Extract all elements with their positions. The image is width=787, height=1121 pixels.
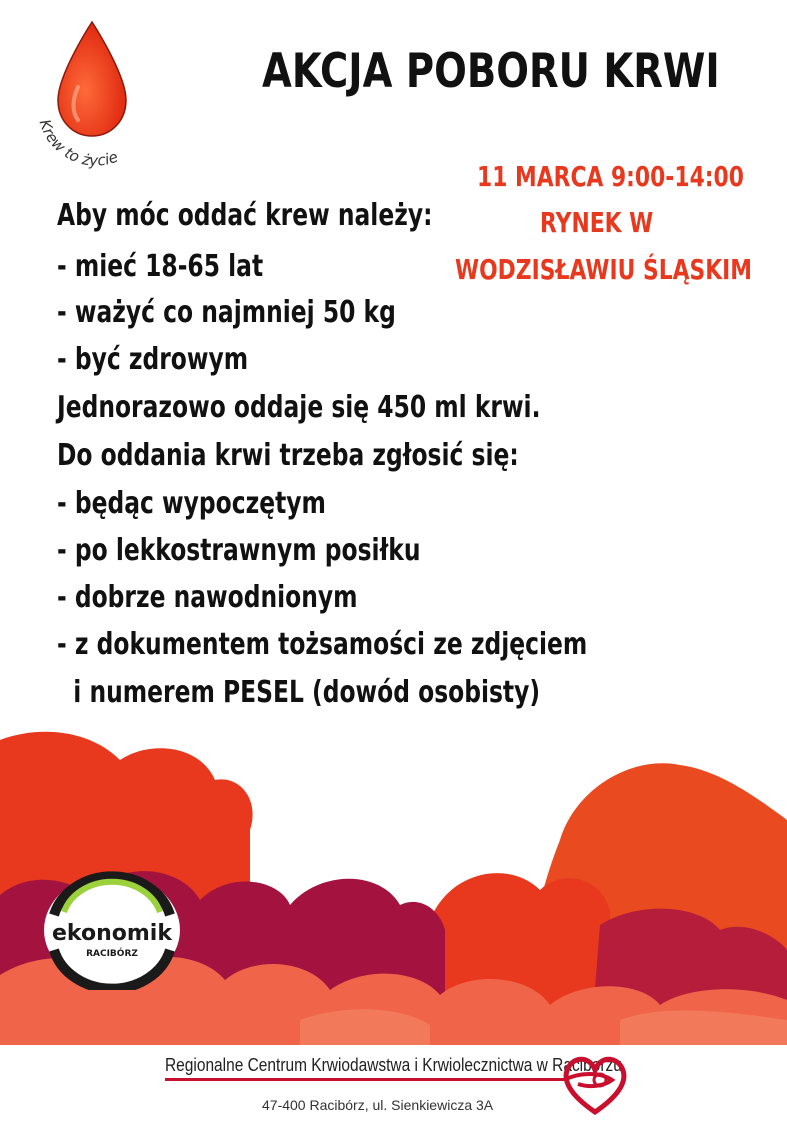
organization-name: Regionalne Centrum Krwiodawstwa i Krwiolecznictwa w Raciborzu <box>165 1055 622 1075</box>
footer-divider <box>165 1078 565 1081</box>
requirements-heading: Aby móc oddać krew należy: <box>57 198 433 233</box>
page-title: AKCJA POBORU KRWI <box>262 44 720 99</box>
prep-item: i numerem PESEL (dowód osobisty) <box>57 675 541 710</box>
prep-item: - będąc wypoczętym <box>57 486 326 521</box>
blood-drop-icon <box>20 12 170 172</box>
requirement-item: - być zdrowym <box>57 342 249 377</box>
ekonomik-logo <box>40 870 185 990</box>
logo-text: Krew to życie <box>35 117 121 170</box>
prep-heading: Do oddania krwi trzeba zgłosić się: <box>57 438 519 473</box>
event-place-line1: RYNEK W <box>540 206 654 239</box>
prep-item: - dobrze nawodnionym <box>57 580 358 615</box>
requirement-item: - ważyć co najmniej 50 kg <box>57 295 396 330</box>
event-date: 11 MARCA 9:00-14:00 <box>477 160 744 193</box>
krew-to-zycie-logo <box>20 12 170 172</box>
organization-address: 47-400 Racibórz, ul. Sienkiewicza 3A <box>262 1097 494 1113</box>
prep-item: - po lekkostrawnym posiłku <box>57 533 421 568</box>
rckik-heart-logo <box>560 1050 630 1118</box>
heart-icon <box>560 1050 630 1118</box>
ekonomik-city: RACIBÓRZ <box>86 949 138 959</box>
prep-item: - z dokumentem tożsamości ze zdjęciem <box>57 627 588 662</box>
ekonomik-name: ekonomik <box>52 921 172 946</box>
event-place-line2: WODZISŁAWIU ŚLĄSKIM <box>455 253 753 286</box>
volume-info: Jednorazowo oddaje się 450 ml krwi. <box>57 390 541 425</box>
requirement-item: - mieć 18-65 lat <box>57 249 264 284</box>
